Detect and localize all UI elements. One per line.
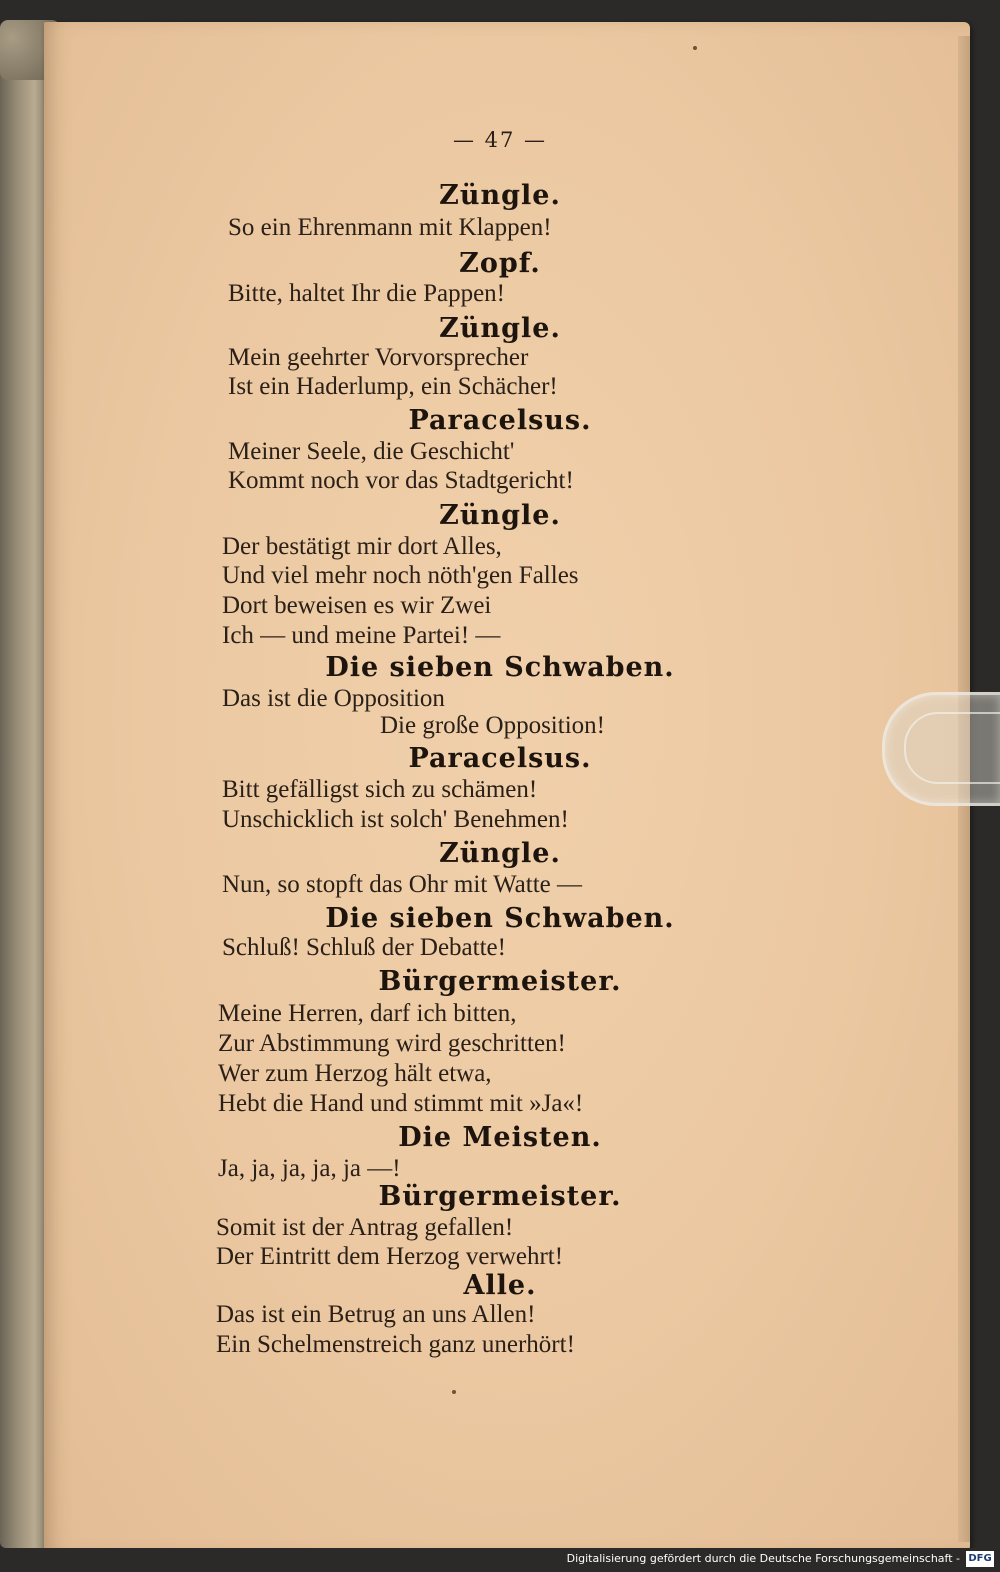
verse-line: Ja, ja, ja, ja, ja —!: [218, 1155, 401, 1182]
footer-bar: [0, 1548, 1000, 1572]
verse-line: Zur Abstimmung wird geschritten!: [218, 1030, 566, 1057]
verse-line: Unschicklich ist solch' Benehmen!: [222, 806, 569, 833]
verse-line: Und viel mehr noch nöth'gen Falles: [222, 562, 579, 589]
page-number: — 47 —: [452, 128, 548, 152]
verse-line: Der Eintritt dem Herzog verwehrt!: [216, 1243, 564, 1270]
verse-line: Somit ist der Antrag gefallen!: [216, 1214, 514, 1241]
verse-line: Das ist die Opposition: [222, 685, 445, 712]
speaker-name: Die sieben Schwaben.: [325, 652, 675, 683]
verse-line: Kommt noch vor das Stadtgericht!: [228, 467, 574, 494]
speaker-name: Die sieben Schwaben.: [325, 903, 675, 934]
verse-line: Mein geehrter Vorvorsprecher: [228, 344, 529, 371]
paper-speck: [452, 1390, 456, 1394]
speaker-name: Züngle.: [439, 313, 561, 344]
speaker-name: Züngle.: [439, 180, 561, 211]
verse-line: Wer zum Herzog hält etwa,: [218, 1060, 492, 1087]
speaker-name: Züngle.: [439, 500, 561, 531]
verse-line: Bitt gefälligst sich zu schämen!: [222, 776, 538, 803]
speaker-name: Bürgermeister.: [378, 966, 622, 997]
speaker-name: Paracelsus.: [408, 405, 592, 436]
verse-line: Nun, so stopft das Ohr mit Watte —: [222, 871, 582, 898]
speaker-name: Die Meisten.: [398, 1122, 602, 1153]
verse-line: Dort beweisen es wir Zwei: [222, 592, 492, 619]
verse-line: Ist ein Haderlump, ein Schächer!: [228, 373, 558, 400]
verse-line: Der bestätigt mir dort Alles,: [222, 533, 502, 560]
speaker-name: Paracelsus.: [408, 743, 592, 774]
verse-line: Ein Schelmenstreich ganz unerhört!: [216, 1331, 575, 1358]
paper-speck: [693, 46, 697, 50]
verse-line: Ich — und meine Partei! —: [222, 622, 501, 649]
paper-clip-inner: [904, 712, 1000, 784]
footer-credit: Digitalisierung gefördert durch die Deutsche Forschungsgemeinschaft -: [566, 1552, 960, 1565]
speaker-name: Züngle.: [439, 838, 561, 869]
dfg-logo: DFG: [966, 1551, 994, 1567]
speaker-name: Zopf.: [459, 248, 541, 279]
verse-line: So ein Ehrenmann mit Klappen!: [228, 214, 552, 241]
speaker-name: Alle.: [463, 1270, 537, 1301]
verse-line: Die große Opposition!: [380, 712, 605, 739]
speaker-name: Bürgermeister.: [378, 1181, 622, 1212]
verse-line: Hebt die Hand und stimmt mit »Ja«!: [218, 1090, 584, 1117]
verse-line: Meiner Seele, die Geschicht': [228, 438, 515, 465]
verse-line: Das ist ein Betrug an uns Allen!: [216, 1301, 536, 1328]
verse-line: Meine Herren, darf ich bitten,: [218, 1000, 517, 1027]
verse-line: Schluß! Schluß der Debatte!: [222, 934, 506, 961]
verse-line: Bitte, haltet Ihr die Pappen!: [228, 280, 506, 307]
